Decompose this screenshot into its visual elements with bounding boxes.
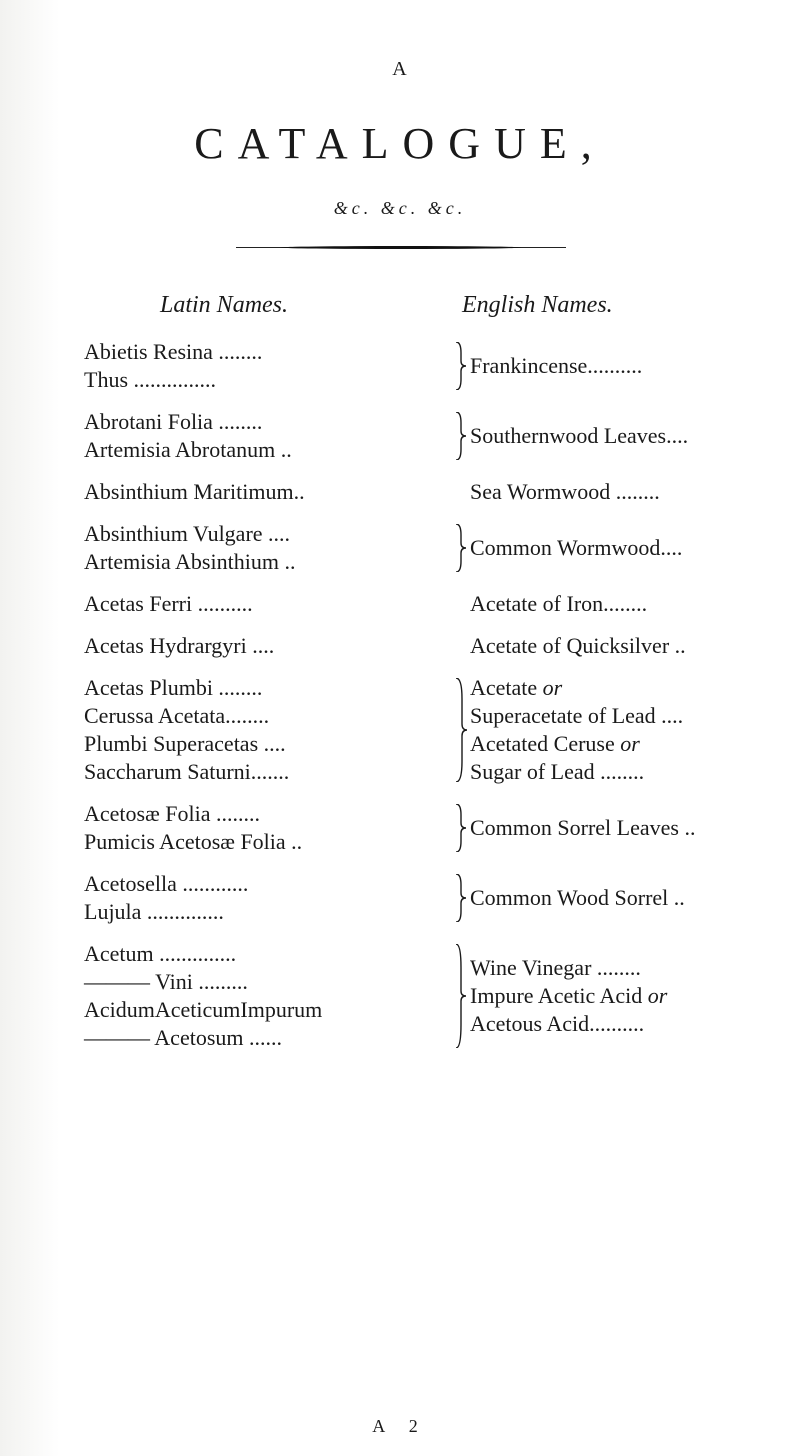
latin-name: Absinthium Maritimum.. [84, 479, 305, 504]
latin-name: Saccharum Saturni....... [84, 759, 290, 784]
english-name: Sea Wormwood ........ [470, 479, 660, 504]
brace-icon [452, 632, 470, 660]
page-title: CATALOGUE, [194, 119, 606, 168]
brace-icon [452, 800, 470, 856]
english-name: Common Wormwood.... [470, 535, 683, 560]
english-name: Acetate of Iron........ [470, 591, 648, 616]
latin-name: Acetosæ Folia ........ [84, 801, 260, 826]
latin-name: Cerussa Acetata........ [84, 703, 270, 728]
latin-name: AcidumAceticumImpurum [84, 997, 323, 1022]
catalogue-entry [84, 940, 784, 1052]
catalogue-entry [84, 478, 784, 506]
subtitle-etc: &c. &c. &c. [333, 198, 467, 218]
latin-name: Pumicis Acetosæ Folia .. [84, 829, 303, 854]
latin-name: Plumbi Superacetas .... [84, 731, 286, 756]
latin-name: ——— Vini ......... [84, 969, 248, 994]
signature-mark: A [392, 58, 408, 80]
brace-icon [452, 940, 470, 1052]
english-name-group [470, 422, 784, 450]
english-name-group [470, 674, 784, 786]
english-name: Acetous Acid.......... [470, 1011, 645, 1036]
english-name: Sugar of Lead ........ [470, 759, 645, 784]
english-name: Acetated Ceruse or [470, 731, 640, 756]
latin-name-group [84, 940, 452, 1052]
latin-name-group [84, 520, 452, 576]
catalogue-entry [84, 870, 784, 926]
english-name-group [470, 534, 784, 562]
english-name-group [470, 590, 784, 618]
catchword: A 2 [372, 1416, 428, 1436]
brace-icon [452, 408, 470, 464]
ornamental-rule [236, 246, 566, 249]
latin-name: Artemisia Abrotanum .. [84, 437, 292, 462]
english-name: Common Sorrel Leaves .. [470, 815, 696, 840]
english-name-group [470, 632, 784, 660]
english-name: Wine Vinegar ........ [470, 955, 641, 980]
catalogue-entry [84, 800, 784, 856]
english-name-group [470, 954, 784, 1038]
latin-name-group [84, 800, 452, 856]
latin-name: Acetas Hydrargyri .... [84, 633, 275, 658]
latin-name: Artemisia Absinthium .. [84, 549, 296, 574]
english-name-group [470, 884, 784, 912]
catalogue-entries [84, 338, 784, 1066]
english-name-group [470, 352, 784, 380]
english-name: Superacetate of Lead .... [470, 703, 684, 728]
english-name: Common Wood Sorrel .. [470, 885, 685, 910]
brace-icon [452, 870, 470, 926]
english-name: Impure Acetic Acid or [470, 983, 668, 1008]
latin-name-group [84, 408, 452, 464]
brace-icon [452, 674, 470, 786]
brace-icon [452, 520, 470, 576]
english-name-group [470, 814, 784, 842]
catalogue-entry [84, 674, 784, 786]
conjunction-italic: or [647, 983, 668, 1008]
latin-name: Acetosella ............ [84, 871, 249, 896]
english-name: Acetate of Quicksilver .. [470, 633, 686, 658]
latin-name: Abrotani Folia ........ [84, 409, 263, 434]
english-name-group [470, 478, 784, 506]
latin-name: Acetas Ferri .......... [84, 591, 253, 616]
latin-name-group [84, 478, 452, 506]
english-names-heading: English Names. [462, 292, 613, 318]
brace-icon [452, 338, 470, 394]
conjunction-italic: or [620, 731, 640, 756]
catalogue-entry [84, 590, 784, 618]
latin-name: Acetas Plumbi ........ [84, 675, 263, 700]
catalogue-entry [84, 520, 784, 576]
latin-name-group [84, 674, 452, 786]
latin-name: ——— Acetosum ...... [84, 1025, 282, 1050]
catalogue-entry [84, 408, 784, 464]
latin-name: Acetum .............. [84, 941, 237, 966]
brace-icon [452, 478, 470, 506]
latin-name-group [84, 338, 452, 394]
latin-name-group [84, 590, 452, 618]
latin-name-group [84, 870, 452, 926]
latin-name-group [84, 632, 452, 660]
catalogue-entry [84, 632, 784, 660]
latin-name: Thus ............... [84, 367, 216, 392]
english-name: Southernwood Leaves.... [470, 423, 689, 448]
latin-name: Absinthium Vulgare .... [84, 521, 291, 546]
catalogue-entry [84, 338, 784, 394]
english-name: Frankincense.......... [470, 353, 643, 378]
english-name: Acetate or [470, 675, 563, 700]
latin-name: Abietis Resina ........ [84, 339, 263, 364]
conjunction-italic: or [542, 675, 563, 700]
latin-name: Lujula .............. [84, 899, 224, 924]
brace-icon [452, 590, 470, 618]
latin-names-heading: Latin Names. [160, 292, 289, 318]
